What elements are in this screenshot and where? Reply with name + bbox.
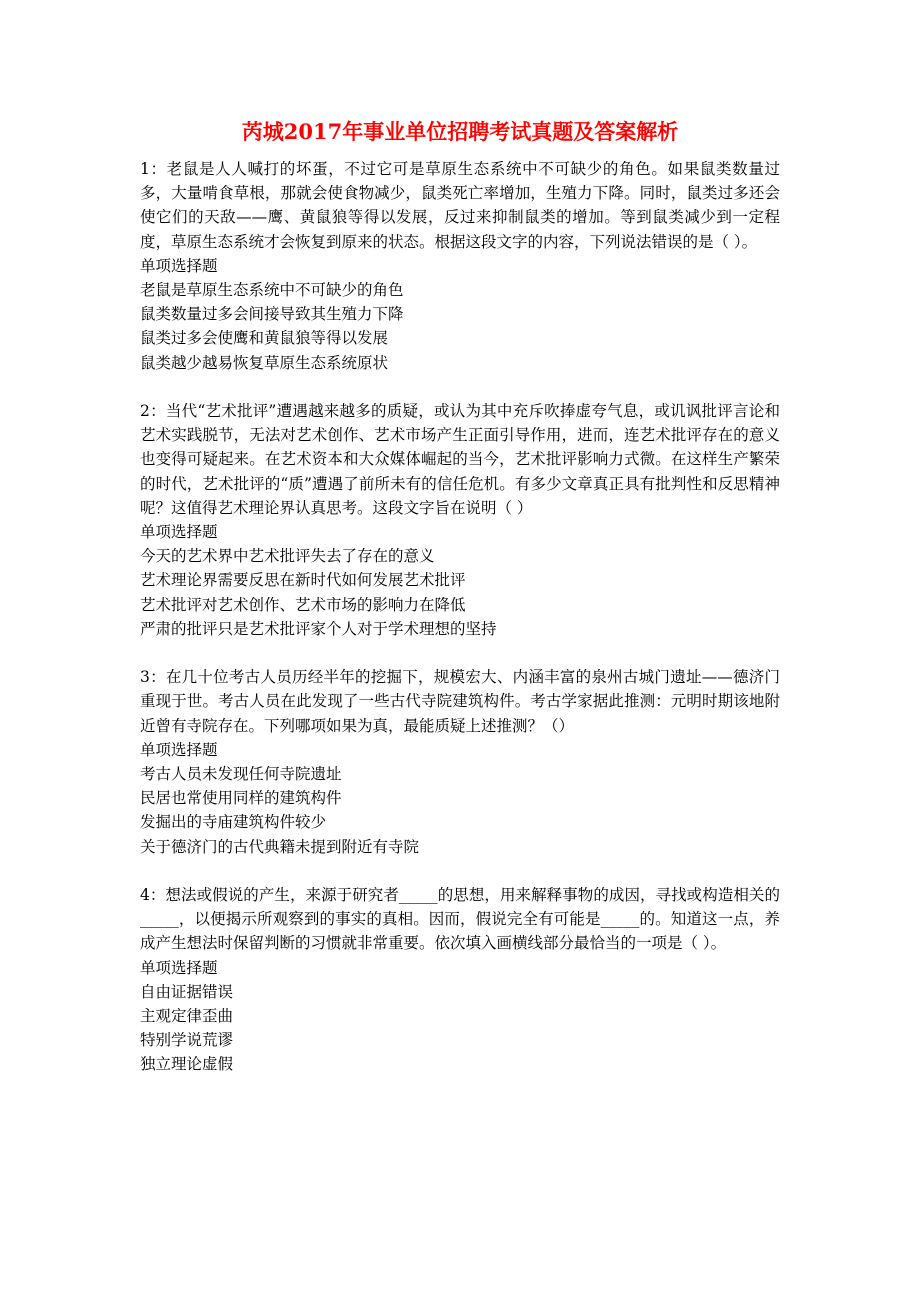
option-c: 特别学说荒谬 [140, 1031, 234, 1050]
option-b: 艺术理论界需要反思在新时代如何发展艺术批评 [140, 571, 466, 590]
question-4 [140, 883, 780, 1077]
option-d: 严肃的批评只是艺术批评家个人对于学术理想的坚持 [140, 619, 497, 638]
option-a: 今天的艺术界中艺术批评失去了存在的意义 [140, 547, 435, 566]
question-text: 2：当代“艺术批评”遭遇越来越多的质疑，或认为其中充斥吹捧虚夸气息，或讥讽批评言论和艺术实践脱节，无法对艺术创作、艺术市场产生正面引导作用，进而，连艺术批评存在的意义也变得可疑起来。在艺术资本和大众媒体崛起的当今，艺术批评影响力式微。在这样生产繁荣的时代，艺术批评的“质”遭遇了前所未有的信任危机。有多少文章真正具有批判性和反思精神呢？这值得艺术理论界认真思考。这段文字旨在说明（ ） [140, 402, 780, 517]
option-c: 鼠类过多会使鹰和黄鼠狼等得以发展 [140, 329, 389, 348]
option-a: 考古人员未发现任何寺院遗址 [140, 765, 342, 784]
option-b: 民居也常使用同样的建筑构件 [140, 789, 342, 808]
option-a: 老鼠是草原生态系统中不可缺少的角色 [140, 281, 404, 300]
question-text: 1：老鼠是人人喊打的坏蛋，不过它可是草原生态系统中不可缺少的角色。如果鼠类数量过多，大量啃食草根，那就会使食物减少，鼠类死亡率增加，生殖力下降。同时，鼠类过多还会使它们的天敌——鹰、黄鼠狼等得以发展，反过来抑制鼠类的增加。等到鼠类减少到一定程度，草原生态系统才会恢复到原来的状态。根据这段文字的内容，下列说法错误的是（ ）。 [140, 160, 780, 251]
option-d: 独立理论虚假 [140, 1055, 234, 1074]
option-c: 发掘出的寺庙建筑构件较少 [140, 813, 327, 832]
option-d: 关于德济门的古代典籍未提到附近有寺院 [140, 837, 420, 856]
question-1 [140, 157, 780, 375]
question-type: 单项选择题 [140, 256, 218, 275]
question-type: 单项选择题 [140, 958, 218, 977]
option-b: 主观定律歪曲 [140, 1007, 234, 1026]
question-type: 单项选择题 [140, 523, 218, 542]
question-text: 3：在几十位考古人员历经半年的挖掘下，规模宏大、内涵丰富的泉州古城门遗址——德济门重现于世。考古人员在此发现了一些古代寺院建筑构件。考古学家据此推测：元明时期该地附近曾有寺院存在。下列哪项如果为真，最能质疑上述推测？（） [140, 668, 780, 735]
question-3 [140, 665, 780, 859]
option-d: 鼠类越少越易恢复草原生态系统原状 [140, 353, 389, 372]
option-b: 鼠类数量过多会间接导致其生殖力下降 [140, 305, 404, 324]
question-2 [140, 399, 780, 641]
option-c: 艺术批评对艺术创作、艺术市场的影响力在降低 [140, 595, 466, 614]
question-type: 单项选择题 [140, 740, 218, 759]
document-title: 芮城2017年事业单位招聘考试真题及答案解析 [241, 119, 679, 144]
question-list [140, 157, 780, 1101]
question-text: 4：想法或假说的产生，来源于研究者_____的思想，用来解释事物的成因，寻找或构造相关的_____，以便揭示所观察到的事实的真相。因而，假说完全有可能是_____的。知道这一点，养成产生想法时保留判断的习惯就非常重要。依次填入画横线部分最恰当的一项是（ ）。 [140, 886, 780, 953]
option-a: 自由证据错误 [140, 982, 234, 1001]
